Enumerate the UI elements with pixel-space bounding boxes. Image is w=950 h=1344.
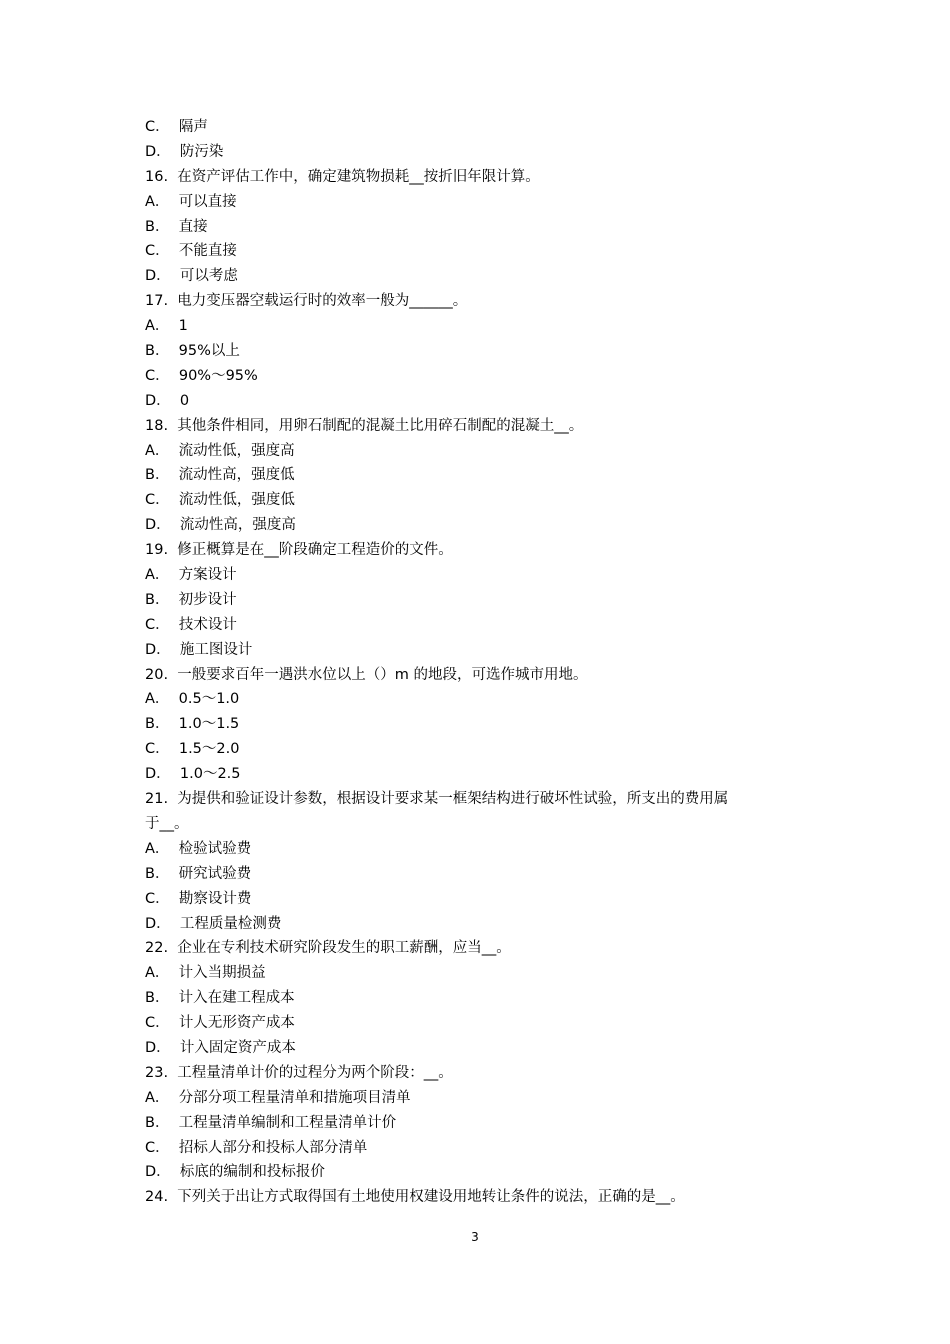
text-line: B． 流动性高，强度低	[145, 467, 295, 484]
text-line: 18. 其他条件相同，用卵石制配的混凝土比用碎石制配的混凝土__。	[145, 417, 584, 434]
text-line: C． 勘察设计费	[145, 890, 252, 907]
text-line: C． 招标人部分和投标人部分清单	[145, 1139, 368, 1156]
text-line: 24. 下列关于出让方式取得国有土地使用权建设用地转让条件的说法，正确的是__。	[145, 1189, 685, 1206]
text-line: 于__。	[145, 815, 189, 832]
text-line: B． 直接	[145, 218, 208, 235]
text-line: C． 不能直接	[145, 243, 237, 260]
text-line: A． 0.5～1.0	[145, 691, 240, 708]
text-line: D． 施工图设计	[145, 641, 253, 658]
text-line: 22. 企业在专利技术研究阶段发生的职工薪酬，应当__。	[145, 940, 511, 957]
text-line: B． 计入在建工程成本	[145, 990, 295, 1007]
text-line: C． 90%～95%	[145, 367, 258, 384]
text-line: C． 1.5～2.0	[145, 741, 240, 758]
text-line: D． 标底的编制和投标报价	[145, 1164, 325, 1181]
page-number: 3	[471, 1230, 479, 1244]
text-line: 23. 工程量清单计价的过程分为两个阶段：__。	[145, 1064, 453, 1081]
text-line: 17. 电力变压器空载运行时的效率一般为______。	[145, 293, 468, 310]
text-line: B． 研究试验费	[145, 865, 252, 882]
text-line: A． 检验试验费	[145, 840, 252, 857]
text-line: B． 工程量清单编制和工程量清单计价	[145, 1114, 397, 1131]
text-line: B． 95%以上	[145, 343, 240, 360]
text-line: A． 计入当期损益	[145, 965, 266, 982]
text-line: C． 技术设计	[145, 616, 237, 633]
text-line: C． 隔声	[145, 119, 208, 135]
text-line: D． 工程质量检测费	[145, 915, 282, 932]
text-line: D． 防污染	[145, 143, 224, 160]
text-line: 19. 修正概算是在__阶段确定工程造价的文件。	[145, 542, 453, 559]
text-line: D． 流动性高，强度高	[145, 517, 296, 534]
text-line: 20. 一般要求百年一遇洪水位以上（）m 的地段，可选作城市用地。	[145, 666, 588, 683]
text-line: B． 1.0～1.5	[145, 716, 240, 733]
text-line: A． 1	[145, 318, 188, 335]
question-list	[145, 115, 817, 1210]
text-line: 16. 在资产评估工作中，确定建筑物损耗__按折旧年限计算。	[145, 168, 540, 185]
text-line: B． 初步设计	[145, 591, 237, 608]
text-line: D． 计入固定资产成本	[145, 1039, 296, 1056]
text-line: D． 1.0～2.5	[145, 766, 241, 783]
text-line: 21. 为提供和验证设计参数，根据设计要求某一框架结构进行破坏性试验，所支出的费用属	[145, 791, 729, 808]
text-line: A． 流动性低，强度高	[145, 442, 295, 459]
text-line: D． 0	[145, 392, 190, 409]
text-line: A． 方案设计	[145, 567, 237, 584]
text-line: D． 可以考虑	[145, 268, 238, 285]
text-line: C． 流动性低，强度低	[145, 492, 295, 509]
text-line: A． 分部分项工程量清单和措施项目清单	[145, 1089, 411, 1106]
text-line: A． 可以直接	[145, 193, 237, 210]
text-line: C． 计人无形资产成本	[145, 1015, 295, 1032]
